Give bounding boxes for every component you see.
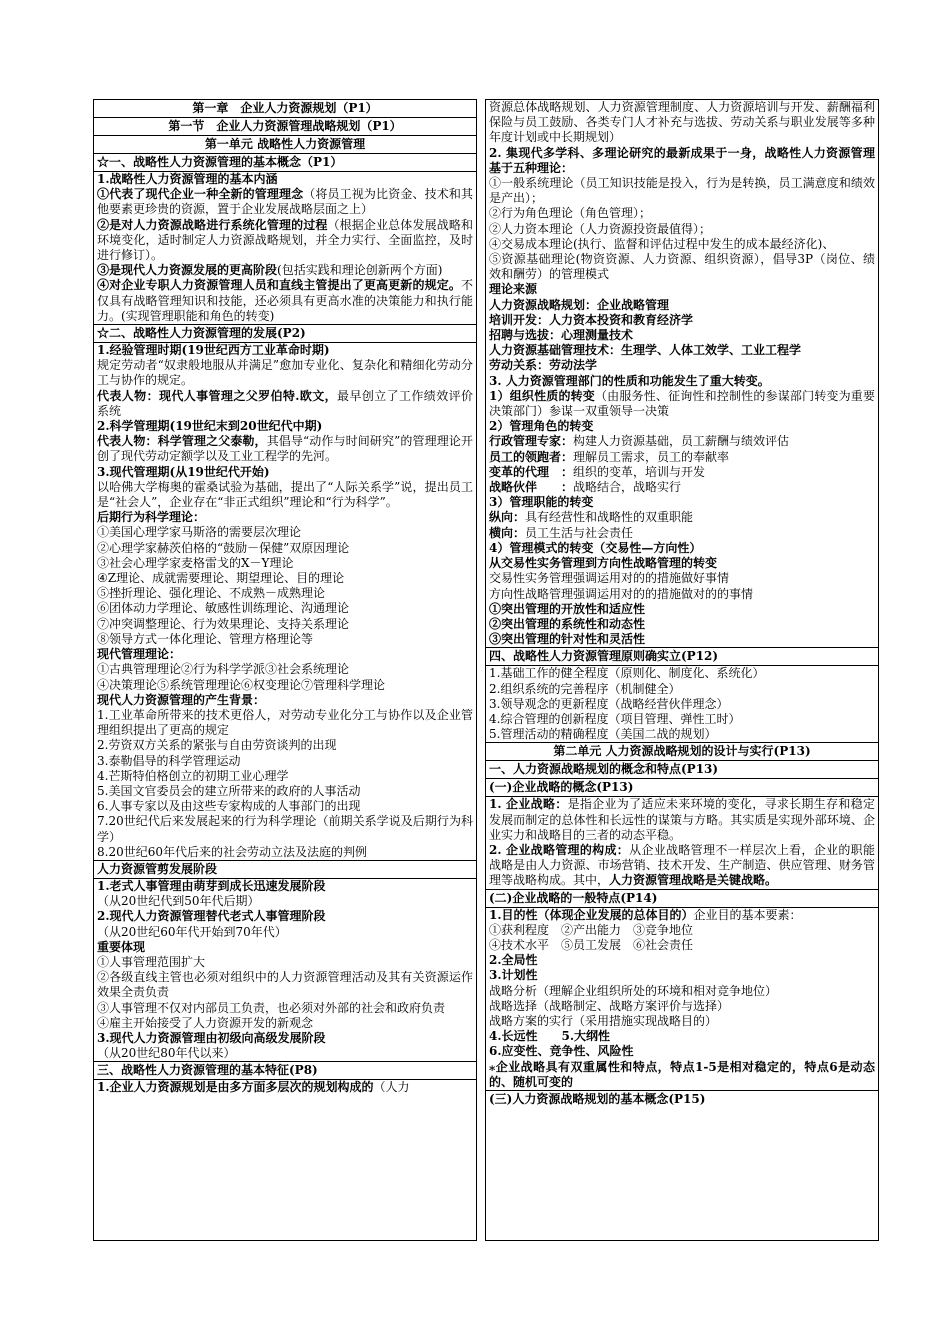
- text-line: [94, 909, 476, 924]
- text-line: [94, 556, 476, 571]
- text-line: [486, 953, 878, 968]
- text-line: [94, 343, 476, 358]
- text-line: [486, 206, 878, 221]
- plain-text: 最早创立了工作绩效评价系统: [97, 388, 473, 418]
- text-line: [486, 146, 878, 176]
- text-line: [94, 187, 476, 217]
- text-line: [486, 1029, 878, 1044]
- plain-text: 5.美国文官委员会的建立所带来的政府的人事活动: [97, 783, 361, 798]
- plain-text: （由服务性、征询性和控制性的参谋部门转变为重要决策部门）参谋一双重领导一决策: [489, 388, 875, 419]
- text-line: [486, 968, 878, 983]
- bold-text: 3. 人力资源管理部门的性质和功能发生了重大转变。: [489, 373, 770, 388]
- text-line: [94, 571, 476, 586]
- plain-text: 战略结合，战略实行: [573, 480, 682, 495]
- plain-text: ⑤挫折理论、强化理论、不成熟－成熟理论: [97, 586, 326, 601]
- bold-text: 现代管理理论：: [97, 647, 182, 662]
- plain-text: 2.劳资双方关系的紧张与自由劳资谈判的出现: [97, 738, 337, 753]
- r-s4-heading: 四、战略性人力资源管理原则确实立(P12): [486, 648, 878, 666]
- text-line: [486, 313, 878, 328]
- u2s1b-body: [486, 908, 878, 1091]
- text-line: [486, 1060, 878, 1090]
- text-line: 3.领导观念的更新程度（战略经营伙伴理念）: [489, 696, 729, 711]
- bold-text: 人力资源基础管理技术：生理学、人体工效学、工业工程学: [489, 343, 802, 358]
- text-line: [486, 298, 878, 313]
- right-column: [485, 99, 879, 1241]
- text-line: [486, 797, 878, 843]
- plain-text: (包括实践和理论创新两个方面): [277, 263, 443, 278]
- text-line: [94, 678, 476, 693]
- text-line: [486, 100, 878, 146]
- unit2-title: 第二单元 人力资源战略规划的设计与实行(P13): [486, 743, 878, 761]
- text-line: 2.组织系统的完善程序（机制健全）: [489, 681, 681, 696]
- text-line: [94, 647, 476, 662]
- text-line: [94, 263, 476, 278]
- plain-text: ③社会心理学家麦格雷戈的X－Y理论: [97, 555, 294, 570]
- bold-text: 6.应变性、竞争性、风险性: [489, 1044, 634, 1059]
- plain-text: 以哈佛大学梅奥的霍桑试验为基础，提出了“人际关系学”说，提出员工是“社会人”，企业存在“非正式组织”理论和“行为科学”。: [97, 479, 473, 510]
- bold-text: 2.现代人力资源管理替代老式人事管理阶段: [97, 909, 326, 924]
- text-line: [94, 754, 476, 769]
- bold-text: 4.长远性 5.大纲性: [489, 1029, 611, 1044]
- bold-text: 招聘与选拔：心理测量技术: [489, 328, 634, 343]
- text-line: [94, 1046, 476, 1061]
- plain-text: 3.泰勒倡导的科学管理运动: [97, 753, 241, 768]
- unit-title: 第一单元 战略性人力资源管理: [94, 136, 476, 154]
- plain-text: 1.工业革命所带来的技术更俗人，对劳动专业化分工与协作以及企业管理组织提出了更高的规定: [97, 707, 473, 738]
- bold-text: 1.目的性（体现企业发展的总体目的）: [489, 907, 694, 922]
- s2-heading: ☆二、战略性人力资源管理的发展(P2): [94, 325, 476, 343]
- u2s1-heading: 一、人力资源战略规划的概念和特点(P13): [486, 761, 878, 779]
- plain-text: 具有经营性和战略性的双重职能: [525, 510, 694, 525]
- bold-text: ①突出管理的开放性和适应性: [489, 601, 646, 616]
- text-line: [94, 662, 476, 677]
- bold-text: 1.老式人事管理由萌芽到成长迅速发展阶段: [97, 878, 326, 893]
- plain-text: ④交易成本理论(执行、监督和评估过程中发生的成本最经济化)、: [489, 236, 835, 251]
- r-s4-body: [486, 666, 878, 743]
- bold-text: 1.企业人力资源规划是由多方面多层次的规划构成的: [97, 1080, 374, 1095]
- text-line: [94, 172, 476, 187]
- plain-text: ②人力资本理论（人力资源投资最值得）；: [489, 221, 712, 236]
- text-line: [94, 278, 476, 324]
- u2s1c-heading: (三)人力资源战略规划的基本概念(P15): [489, 1091, 706, 1106]
- bold-text: 3.计划性: [489, 968, 538, 983]
- plain-text: ④Z理论、成就需要理论、期望理论、目的理论: [97, 571, 345, 586]
- text-line: [94, 465, 476, 480]
- text-line: [94, 940, 476, 955]
- s4-body: [94, 1080, 476, 1095]
- text-line: [94, 708, 476, 738]
- text-line: [486, 571, 878, 586]
- text-line: [94, 601, 476, 616]
- bold-text: 理论来源: [489, 282, 538, 297]
- text-line: [486, 282, 878, 297]
- u2s1b-heading: (二)企业战略的一般特点(P14): [486, 890, 878, 908]
- text-line: [486, 389, 878, 419]
- bold-text: 3.现代人力资源管理由初级向高级发展阶段: [97, 1030, 326, 1045]
- bold-text: 代表人物：科学管理之父泰勒，: [97, 434, 267, 449]
- plain-text: 不仅具有战略管理知识和技能，还必须具有更高水准的决策能力和执行能力。(实现管理职能和角色的转变): [97, 278, 473, 323]
- plain-text: 交易性实务管理强调运用对的的措施做好事情: [489, 571, 730, 586]
- text-line: [486, 343, 878, 358]
- text-line: [486, 617, 878, 632]
- left-column: [93, 99, 477, 1241]
- plain-text: ⑤资源基础理论(物资资源、人力资源、组织资源），倡导3P（岗位、绩效和酬劳）的管理模式: [489, 252, 875, 282]
- text-line: [94, 218, 476, 264]
- text-line: [94, 586, 476, 601]
- bold-text: 4）管理模式的转变（交易性—方向性）: [489, 540, 702, 555]
- text-line: [486, 602, 878, 617]
- bold-text: 2）管理角色的转变: [489, 419, 594, 434]
- bold-text: 现代人力资源管理的产生背景：: [97, 692, 266, 707]
- bold-text: 行政管理专家：: [489, 434, 574, 449]
- plain-text: 是指企业为了适应未来环境的变化，寻求长期生存和稳定发展而制定的总体性和长远性的谋策与方略。其实质是实现外部环境、企业实力和战略目的三者的动态平稳。: [489, 797, 875, 842]
- text-line: [94, 1016, 476, 1031]
- text-line: 4.综合管理的创新程度（项目管理、弹性工时）: [489, 711, 741, 726]
- u2s1a-heading: (一)企业战略的概念(P13): [486, 779, 878, 797]
- bold-text: 1. 企业战略：: [489, 797, 568, 812]
- text-line: [94, 525, 476, 540]
- text-line: [486, 480, 878, 495]
- plain-text: 企业目的基本要素：: [693, 907, 802, 922]
- plain-text: ④决策理论⑤系统管理理论⑥权变理论⑦管理科学理论: [97, 677, 386, 692]
- plain-text: （从20世纪60年代开始到70年代）: [97, 924, 287, 939]
- u2s1a-body: [486, 797, 878, 889]
- text-line: [486, 938, 878, 953]
- bold-text: 战略伙伴 ：: [489, 480, 574, 495]
- text-line: [94, 480, 476, 510]
- chapter-title: 第一章 企业人力资源规划（P1）: [94, 100, 476, 118]
- text-line: 1.基础工作的健全程度（原则化、制度化、系统化）: [489, 666, 765, 681]
- text-line: [94, 617, 476, 632]
- plain-text: ④雇主开始接受了人力资源开发的新观念: [97, 1015, 314, 1030]
- text-line: [486, 556, 878, 571]
- plain-text: ①美国心理学家马斯洛的需要层次理论: [97, 525, 302, 540]
- text-line: [486, 465, 878, 480]
- plain-text: （将员工视为比资金、技术和其他要素更珍贵的资源，置于企业发展战略层面之上）: [97, 187, 473, 217]
- text-line: [486, 374, 878, 389]
- text-line: [486, 632, 878, 647]
- text-line: [94, 970, 476, 1000]
- text-line: [94, 769, 476, 784]
- text-line: [94, 879, 476, 894]
- plain-text: ①一般系统理论（员工知识技能是投入，行为是转换，员工满意度和绩效是产出）；: [489, 176, 875, 206]
- bold-text: 2. 集现代多学科、多理论研究的最新成果于一身，战略性人力资源管理基于五种理论：: [489, 145, 875, 175]
- plain-text: 其倡导“动作与时间研究”的管理理论开创了现代劳动定额学以及工业工程学的先河。: [97, 434, 473, 464]
- bold-text: ③突出管理的针对性和灵活性: [489, 632, 646, 647]
- text-line: [486, 358, 878, 373]
- s3-heading: 人力资源管剪发展阶段: [94, 861, 476, 879]
- text-line: [94, 358, 476, 388]
- bold-text: 3.现代管理期(从19世纪代开始): [97, 464, 270, 479]
- bold-text: 2.科学管理期(19世纪末到20世纪代中期): [97, 419, 323, 434]
- bold-text: 横向：: [489, 525, 526, 540]
- text-line: [486, 176, 878, 206]
- text-line: [94, 894, 476, 909]
- plain-text: ⑦冲突调整理论、行为效果理论、支持关系理论: [97, 616, 350, 631]
- bold-text: 培训开发：人力资本投资和教育经济学: [489, 312, 694, 327]
- text-line: [94, 389, 476, 419]
- bold-text: 变革的代理 ：: [489, 464, 574, 479]
- bold-text: 2. 企业战略管理的构成：: [489, 842, 630, 857]
- bold-text: ⁎企业战略具有双重属性和特点，特点1-5是相对稳定的，特点6是动态的、随机可变的: [489, 1059, 875, 1089]
- bold-text: 劳动关系：劳动法学: [489, 358, 598, 373]
- text-line: [486, 1044, 878, 1059]
- bold-text: 2.全局性: [489, 953, 538, 968]
- text-line: [94, 799, 476, 814]
- plain-text: 战略分析（理解企业组织所处的环境和相对竞争地位）: [489, 983, 778, 998]
- bold-text: 1）组织性质的转变: [489, 388, 595, 403]
- text-line: [486, 541, 878, 556]
- bold-text: ④对企业专职人力资源管理人员和直线主管提出了更高更新的规定。: [97, 278, 461, 293]
- plain-text: 4.芒斯特伯格创立的初期工业心理学: [97, 768, 289, 783]
- text-line: [94, 419, 476, 434]
- bold-text: 重要体现: [97, 939, 146, 954]
- bold-text: 代表人物：现代人事管理之父罗伯特.欧文，: [97, 388, 338, 403]
- text-line: [486, 450, 878, 465]
- text-line: 5.管理活动的精确程度（美国二战的规划）: [489, 727, 717, 742]
- s2-body: [94, 343, 476, 861]
- plain-text: ⑧领导方式一体化理论、管理方格理论等: [97, 631, 314, 646]
- plain-text: （根据企业总体发展战略和环境变化，适时制定人力资源战略规划，并全力实行、全面监控，及时进行修订）。: [97, 217, 473, 263]
- plain-text: 战略方案的实行（采用措施实现战略目的）: [489, 1013, 718, 1028]
- bold-text: 3）管理职能的转变: [489, 495, 594, 510]
- plain-text: （人力: [373, 1080, 410, 1095]
- plain-text: 6.人事专家以及由这些专家构成的人事部门的出现: [97, 799, 361, 814]
- text-line: [94, 845, 476, 860]
- plain-text: ②心理学家赫茨伯格的“鼓励－保健”双原因理论: [97, 540, 350, 555]
- bold-text: 后期行为科学理论：: [97, 510, 206, 525]
- bold-text: 纵向：: [489, 510, 526, 525]
- plain-text: 方向性战略管理强调运用对的的措施做对的的事情: [489, 586, 754, 601]
- bold-text: 人力资源管理战略是关键战略。: [609, 873, 778, 888]
- plain-text: ③人事管理不仅对内部员工负责，也必须对外部的社会和政府负责: [97, 1000, 446, 1015]
- bold-text: 员工的领跑者：: [489, 449, 574, 464]
- plain-text: 8.20世纪60年代后来的社会劳动立法及法庭的判例: [97, 844, 367, 859]
- plain-text: ⑥团体动力学理论、敏感性训练理论、沟通理论: [97, 601, 350, 616]
- text-line: [486, 495, 878, 510]
- text-line: [486, 526, 878, 541]
- text-line: [94, 814, 476, 844]
- bold-text: 1.经验管理时期(19世纪西方工业革命时期): [97, 343, 330, 358]
- text-line: [94, 1001, 476, 1016]
- bold-text: 1.战略性人力资源管理的基本内涵: [97, 172, 278, 186]
- text-line: [94, 738, 476, 753]
- plain-text: （从20世纪80年代以来）: [97, 1046, 236, 1061]
- text-line: [486, 222, 878, 237]
- plain-text: ①古典管理理论②行为科学学派③社会系统理论: [97, 662, 350, 677]
- right-top-body: [486, 100, 878, 648]
- plain-text: （从20世纪代到50年代后期）: [97, 894, 260, 909]
- plain-text: 7.20世纪代后来发展起来的行为科学理论（前期关系学说及后期行为科学）: [97, 814, 473, 844]
- plain-text: 规定劳动者“奴隶般地服从并满足”愈加专业化、复杂化和精细化劳动分工与协作的规定。: [97, 358, 473, 388]
- text-line: [486, 237, 878, 252]
- plain-text: 战略选择（战略制定、战略方案评价与选择）: [489, 998, 730, 1013]
- text-line: [486, 328, 878, 343]
- bold-text: 从交易性实务管理到方向性战略管理的转变: [489, 556, 718, 571]
- text-line: [94, 784, 476, 799]
- s1-heading: ☆一、战略性人力资源管理的基本概念（P1）: [94, 154, 476, 172]
- plain-text: 理解员工需求，员工的奉献率: [573, 449, 730, 464]
- text-line: [94, 925, 476, 940]
- text-line: [94, 541, 476, 556]
- bold-text: ②突出管理的系统性和动态性: [489, 616, 646, 631]
- text-line: [94, 434, 476, 464]
- text-line: [486, 923, 878, 938]
- plain-text: 组织的变革，培训与开发: [573, 464, 706, 479]
- bold-text: ①代表了现代企业一种全新的管理理念: [97, 187, 304, 202]
- text-line: [486, 419, 878, 434]
- s1-body: [94, 172, 476, 325]
- text-line: [486, 999, 878, 1014]
- plain-text: 员工生活与社会责任: [525, 525, 634, 540]
- plain-text: 构建人力资源基础，员工薪酬与绩效评估: [573, 434, 790, 449]
- text-line: [94, 632, 476, 647]
- text-line: [94, 1080, 476, 1095]
- plain-text: 从企业战略管理不一样层次上看，企业的职能战略是由人力资源、市场营销、技术开发、生产制造、供应管理、财务管理等战略构成。其中，: [489, 842, 875, 888]
- s3-body: [94, 879, 476, 1062]
- text-line: [486, 510, 878, 525]
- text-line: [94, 510, 476, 525]
- bold-text: ②是对人力资源战略进行系统化管理的过程: [97, 217, 328, 232]
- s4-heading: 三、战略性人力资源管理的基本特征(P8): [94, 1062, 476, 1080]
- plain-text: ①获利程度 ②产出能力 ③竞争地位: [489, 922, 694, 937]
- plain-text: ①人事管理范围扩大: [97, 954, 206, 969]
- plain-text: ④技术水平 ⑤员工发展 ⑥社会责任: [489, 937, 694, 952]
- text-line: [486, 1014, 878, 1029]
- text-line: [94, 955, 476, 970]
- section-title: 第一节 企业人力资源管理战略规划（P1）: [94, 118, 476, 136]
- text-line: [94, 693, 476, 708]
- text-line: [486, 908, 878, 923]
- text-line: [486, 587, 878, 602]
- text-line: [486, 984, 878, 999]
- plain-text: 资源总体战略规划、人力资源管理制度、人力资源培训与开发、薪酬福利保险与员工鼓励、各类专门人才补充与选拔、劳动关系与职业发展等多种年度计划或中长期规划）: [489, 100, 875, 145]
- text-line: [486, 843, 878, 889]
- text-line: [486, 434, 878, 449]
- text-line: [94, 1031, 476, 1046]
- plain-text: ②行为角色理论（角色管理）；: [489, 206, 652, 221]
- text-line: [486, 252, 878, 282]
- bold-text: 人力资源战略规划：企业战略管理: [489, 297, 670, 312]
- plain-text: ②各级直线主管也必须对组织中的人力资源管理活动及其有关资源运作效果全责负责: [97, 970, 473, 1000]
- bold-text: ③是现代人力资源发展的更高阶段: [97, 263, 278, 278]
